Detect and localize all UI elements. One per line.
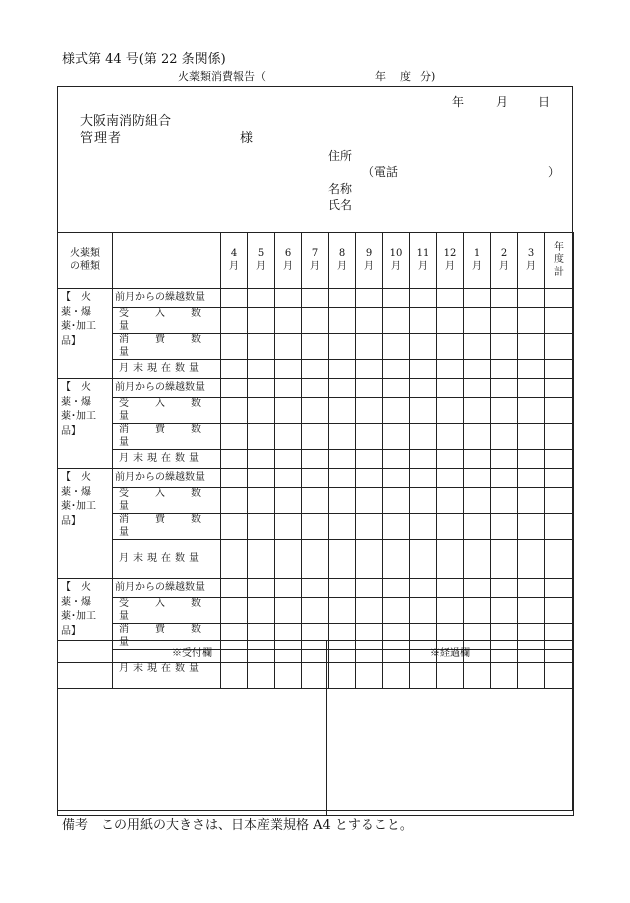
- month-header: [302, 233, 329, 289]
- date-year-label: 年: [452, 95, 465, 109]
- quantity-cell[interactable]: [221, 289, 248, 308]
- item-label: 消 費 数 量: [113, 624, 221, 650]
- month-header-part: 3: [527, 248, 535, 259]
- quantity-cell[interactable]: [383, 334, 410, 360]
- category-header-line: の種類: [70, 260, 100, 272]
- report-title: 火薬類消費報告（: [178, 70, 266, 83]
- quantity-cell[interactable]: [383, 488, 410, 514]
- quantity-cell[interactable]: [383, 308, 410, 334]
- report-title-nendo: 度: [400, 70, 411, 83]
- category-header: [58, 233, 113, 289]
- fiscal-total-part: 度: [554, 254, 564, 266]
- quantity-cell[interactable]: [410, 334, 437, 360]
- category-line: 【 火: [61, 582, 91, 593]
- quantity-cell[interactable]: [329, 598, 356, 624]
- quantity-cell[interactable]: [491, 598, 518, 624]
- quantity-cell[interactable]: [437, 379, 464, 398]
- item-label: 前月からの繰越数量: [113, 289, 221, 308]
- month-header: [329, 233, 356, 289]
- item-header: [113, 233, 221, 289]
- form-number: 様式第 44 号(第 22 条関係): [62, 52, 226, 67]
- quantity-cell[interactable]: [329, 334, 356, 360]
- category-cell: [58, 379, 113, 469]
- quantity-cell[interactable]: [491, 514, 518, 540]
- month-header-part: 11: [416, 248, 430, 259]
- category-line: 薬･加工: [61, 611, 96, 622]
- quantity-cell[interactable]: [248, 598, 275, 624]
- item-label: 受 入 数 量: [113, 488, 221, 514]
- month-header-part: 1: [473, 248, 481, 259]
- quantity-cell[interactable]: [545, 379, 574, 398]
- quantity-cell[interactable]: [437, 450, 464, 469]
- quantity-cell[interactable]: [329, 514, 356, 540]
- quantity-cell[interactable]: [518, 469, 545, 488]
- quantity-cell[interactable]: [275, 514, 302, 540]
- quantity-cell[interactable]: [464, 450, 491, 469]
- quantity-cell[interactable]: [302, 598, 329, 624]
- quantity-cell[interactable]: [302, 334, 329, 360]
- quantity-cell[interactable]: [518, 289, 545, 308]
- quantity-cell[interactable]: [410, 450, 437, 469]
- quantity-cell[interactable]: [464, 398, 491, 424]
- quantity-cell[interactable]: [545, 308, 574, 334]
- quantity-cell[interactable]: [545, 334, 574, 360]
- quantity-cell[interactable]: [275, 424, 302, 450]
- month-header-part: 月: [499, 260, 509, 272]
- quantity-cell[interactable]: [329, 379, 356, 398]
- quantity-cell[interactable]: [302, 424, 329, 450]
- quantity-cell[interactable]: [356, 424, 383, 450]
- quantity-cell[interactable]: [302, 379, 329, 398]
- quantity-cell[interactable]: [518, 514, 545, 540]
- month-header: [464, 233, 491, 289]
- quantity-cell[interactable]: [275, 540, 302, 579]
- quantity-cell[interactable]: [329, 540, 356, 579]
- quantity-cell[interactable]: [383, 598, 410, 624]
- quantity-cell[interactable]: [329, 360, 356, 379]
- quantity-cell[interactable]: [410, 379, 437, 398]
- quantity-cell[interactable]: [437, 360, 464, 379]
- quantity-cell[interactable]: [491, 450, 518, 469]
- reception-header: ※受付欄: [58, 641, 327, 663]
- month-header: [248, 233, 275, 289]
- category-cell: [58, 469, 113, 579]
- quantity-cell[interactable]: [221, 379, 248, 398]
- month-header-part: 月: [256, 260, 266, 272]
- category-line: 薬・爆: [61, 596, 91, 608]
- quantity-cell[interactable]: [491, 540, 518, 579]
- table-row: [58, 488, 574, 514]
- quantity-cell[interactable]: [464, 360, 491, 379]
- quantity-cell[interactable]: [329, 469, 356, 488]
- quantity-cell[interactable]: [491, 398, 518, 424]
- quantity-cell[interactable]: [464, 514, 491, 540]
- quantity-cell[interactable]: [491, 289, 518, 308]
- quantity-cell[interactable]: [248, 424, 275, 450]
- quantity-cell[interactable]: [545, 540, 574, 579]
- fiscal-total-part: 年: [554, 241, 564, 253]
- quantity-cell[interactable]: [356, 308, 383, 334]
- quantity-cell[interactable]: [410, 488, 437, 514]
- category-line: 品】: [61, 335, 81, 347]
- quantity-cell[interactable]: [275, 579, 302, 598]
- quantity-cell[interactable]: [275, 334, 302, 360]
- quantity-cell[interactable]: [356, 398, 383, 424]
- quantity-cell[interactable]: [464, 469, 491, 488]
- quantity-cell[interactable]: [329, 424, 356, 450]
- quantity-cell[interactable]: [329, 398, 356, 424]
- addressee: 大阪南消防組合: [80, 114, 172, 129]
- category-line: 薬･加工: [61, 501, 96, 512]
- remarks: 備考 この用紙の大きさは、日本産業規格 A4 とすること。: [62, 818, 413, 833]
- quantity-cell[interactable]: [329, 308, 356, 334]
- category-line: 【 火: [61, 292, 91, 303]
- quantity-cell[interactable]: [437, 308, 464, 334]
- quantity-cell[interactable]: [464, 289, 491, 308]
- quantity-cell[interactable]: [383, 424, 410, 450]
- office-use-table: [57, 640, 574, 816]
- item-label: 月末現在数量: [113, 540, 221, 579]
- report-title-year: 年: [375, 70, 386, 83]
- quantity-cell[interactable]: [491, 488, 518, 514]
- category-line: 薬・爆: [61, 486, 91, 498]
- quantity-cell[interactable]: [518, 334, 545, 360]
- quantity-cell[interactable]: [491, 424, 518, 450]
- category-line: 薬・爆: [61, 396, 91, 408]
- quantity-cell[interactable]: [302, 360, 329, 379]
- item-label: 消 費 数 量: [113, 514, 221, 540]
- quantity-cell[interactable]: [248, 308, 275, 334]
- quantity-cell[interactable]: [221, 469, 248, 488]
- quantity-cell[interactable]: [410, 398, 437, 424]
- quantity-cell[interactable]: [356, 579, 383, 598]
- quantity-cell[interactable]: [248, 514, 275, 540]
- quantity-cell[interactable]: [545, 360, 574, 379]
- category-header-line: 火薬類: [70, 248, 100, 259]
- quantity-cell[interactable]: [383, 469, 410, 488]
- honorific: 様: [240, 131, 254, 146]
- quantity-cell[interactable]: [518, 424, 545, 450]
- quantity-cell[interactable]: [248, 334, 275, 360]
- month-header-part: 6: [284, 248, 292, 259]
- month-header: [518, 233, 545, 289]
- item-label: 前月からの繰越数量: [113, 469, 221, 488]
- quantity-cell[interactable]: [248, 398, 275, 424]
- quantity-cell[interactable]: [545, 289, 574, 308]
- quantity-cell[interactable]: [410, 540, 437, 579]
- month-header-part: 10: [389, 248, 403, 259]
- month-header-part: 月: [337, 260, 347, 272]
- month-header: [437, 233, 464, 289]
- month-header-part: 4: [230, 248, 238, 259]
- item-label: 受 入 数 量: [113, 308, 221, 334]
- quantity-cell[interactable]: [302, 450, 329, 469]
- phone-label: （電話: [362, 165, 399, 179]
- month-header: [275, 233, 302, 289]
- quantity-cell[interactable]: [356, 360, 383, 379]
- quantity-cell[interactable]: [302, 469, 329, 488]
- month-header-part: 月: [391, 260, 401, 272]
- item-label: 前月からの繰越数量: [113, 379, 221, 398]
- quantity-cell[interactable]: [437, 598, 464, 624]
- quantity-cell[interactable]: [275, 289, 302, 308]
- quantity-cell[interactable]: [518, 579, 545, 598]
- quantity-cell[interactable]: [491, 469, 518, 488]
- quantity-cell[interactable]: [383, 360, 410, 379]
- quantity-cell[interactable]: [383, 450, 410, 469]
- quantity-cell[interactable]: [464, 379, 491, 398]
- quantity-cell[interactable]: [221, 540, 248, 579]
- item-label: 月末現在数量: [113, 360, 221, 379]
- quantity-cell[interactable]: [383, 514, 410, 540]
- quantity-cell[interactable]: [410, 308, 437, 334]
- item-label: 月末現在数量: [113, 650, 221, 689]
- quantity-cell[interactable]: [545, 488, 574, 514]
- quantity-cell[interactable]: [248, 360, 275, 379]
- category-line: 品】: [61, 625, 81, 637]
- quantity-cell[interactable]: [545, 514, 574, 540]
- quantity-cell[interactable]: [302, 540, 329, 579]
- quantity-cell[interactable]: [410, 514, 437, 540]
- quantity-cell[interactable]: [275, 469, 302, 488]
- month-header-part: 12: [443, 248, 457, 259]
- date-month-label: 月: [496, 95, 509, 109]
- progress-header: ※経過欄: [327, 641, 574, 663]
- consumption-table: [57, 232, 574, 689]
- quantity-cell[interactable]: [437, 540, 464, 579]
- month-header: [491, 233, 518, 289]
- quantity-cell[interactable]: [491, 334, 518, 360]
- quantity-cell[interactable]: [491, 360, 518, 379]
- quantity-cell[interactable]: [248, 379, 275, 398]
- quantity-cell[interactable]: [248, 469, 275, 488]
- quantity-cell[interactable]: [329, 289, 356, 308]
- quantity-cell[interactable]: [518, 398, 545, 424]
- quantity-cell[interactable]: [302, 488, 329, 514]
- quantity-cell[interactable]: [383, 379, 410, 398]
- quantity-cell[interactable]: [437, 289, 464, 308]
- quantity-cell[interactable]: [437, 514, 464, 540]
- table-row: [58, 514, 574, 540]
- month-header-part: 9: [365, 248, 373, 259]
- quantity-cell[interactable]: [302, 514, 329, 540]
- quantity-cell[interactable]: [248, 289, 275, 308]
- quantity-cell[interactable]: [356, 289, 383, 308]
- quantity-cell[interactable]: [356, 379, 383, 398]
- quantity-cell[interactable]: [437, 424, 464, 450]
- month-header: [221, 233, 248, 289]
- category-line: 品】: [61, 425, 81, 437]
- fiscal-total-part: 計: [554, 266, 564, 278]
- quantity-cell[interactable]: [464, 424, 491, 450]
- quantity-cell[interactable]: [302, 308, 329, 334]
- table-row: [58, 289, 574, 308]
- quantity-cell[interactable]: [356, 469, 383, 488]
- table-row: [58, 450, 574, 469]
- quantity-cell[interactable]: [545, 398, 574, 424]
- quantity-cell[interactable]: [491, 308, 518, 334]
- quantity-cell[interactable]: [356, 540, 383, 579]
- quantity-cell[interactable]: [221, 579, 248, 598]
- quantity-cell[interactable]: [221, 360, 248, 379]
- month-header-part: 月: [418, 260, 428, 272]
- table-row: [58, 360, 574, 379]
- report-title-bun: 分): [420, 70, 436, 83]
- quantity-cell[interactable]: [545, 579, 574, 598]
- month-header-part: 2: [500, 248, 508, 259]
- reception-field[interactable]: [58, 663, 327, 816]
- category-cell: [58, 289, 113, 379]
- item-label: 受 入 数 量: [113, 598, 221, 624]
- quantity-cell[interactable]: [275, 598, 302, 624]
- quantity-cell[interactable]: [410, 598, 437, 624]
- quantity-cell[interactable]: [545, 469, 574, 488]
- quantity-cell[interactable]: [356, 598, 383, 624]
- quantity-cell[interactable]: [464, 598, 491, 624]
- category-line: 品】: [61, 515, 81, 527]
- quantity-cell[interactable]: [410, 289, 437, 308]
- manager-title: 管理者: [80, 131, 123, 146]
- quantity-cell[interactable]: [518, 540, 545, 579]
- address-label: 住所: [328, 149, 353, 163]
- quantity-cell[interactable]: [275, 450, 302, 469]
- item-label: 月末現在数量: [113, 450, 221, 469]
- quantity-cell[interactable]: [410, 579, 437, 598]
- quantity-cell[interactable]: [437, 579, 464, 598]
- quantity-cell[interactable]: [518, 308, 545, 334]
- quantity-cell[interactable]: [437, 469, 464, 488]
- quantity-cell[interactable]: [518, 598, 545, 624]
- quantity-cell[interactable]: [275, 488, 302, 514]
- quantity-cell[interactable]: [356, 488, 383, 514]
- category-line: 【 火: [61, 382, 91, 393]
- table-row: [58, 579, 574, 598]
- month-header: [356, 233, 383, 289]
- quantity-cell[interactable]: [275, 398, 302, 424]
- quantity-cell[interactable]: [464, 308, 491, 334]
- table-row: [58, 398, 574, 424]
- quantity-cell[interactable]: [248, 488, 275, 514]
- quantity-cell[interactable]: [464, 488, 491, 514]
- name-label: 名称: [328, 182, 353, 196]
- quantity-cell[interactable]: [329, 579, 356, 598]
- month-header-part: 月: [472, 260, 482, 272]
- quantity-cell[interactable]: [302, 289, 329, 308]
- quantity-cell[interactable]: [437, 334, 464, 360]
- quantity-cell[interactable]: [383, 540, 410, 579]
- quantity-cell[interactable]: [356, 334, 383, 360]
- quantity-cell[interactable]: [545, 598, 574, 624]
- progress-field[interactable]: [327, 663, 574, 816]
- item-label: 消 費 数 量: [113, 424, 221, 450]
- month-header-part: 月: [310, 260, 320, 272]
- table-row: [58, 424, 574, 450]
- quantity-cell[interactable]: [518, 450, 545, 469]
- quantity-cell[interactable]: [464, 334, 491, 360]
- category-line: 【 火: [61, 472, 91, 483]
- category-line: 薬･加工: [61, 321, 96, 332]
- quantity-cell[interactable]: [383, 398, 410, 424]
- month-header-part: 月: [364, 260, 374, 272]
- quantity-cell[interactable]: [248, 579, 275, 598]
- quantity-cell[interactable]: [329, 488, 356, 514]
- quantity-cell[interactable]: [248, 540, 275, 579]
- quantity-cell[interactable]: [302, 398, 329, 424]
- quantity-cell[interactable]: [518, 379, 545, 398]
- quantity-cell[interactable]: [383, 289, 410, 308]
- item-label: 消 費 数 量: [113, 334, 221, 360]
- fullname-label: 氏名: [328, 198, 353, 212]
- table-row: [58, 379, 574, 398]
- category-line: 薬･加工: [61, 411, 96, 422]
- quantity-cell[interactable]: [356, 514, 383, 540]
- item-label: 受 入 数 量: [113, 398, 221, 424]
- table-row: [58, 598, 574, 624]
- quantity-cell[interactable]: [356, 450, 383, 469]
- phone-close: ）: [548, 165, 561, 179]
- quantity-cell[interactable]: [410, 360, 437, 379]
- quantity-cell[interactable]: [302, 579, 329, 598]
- quantity-cell[interactable]: [437, 398, 464, 424]
- table-row: [58, 334, 574, 360]
- table-row: [58, 540, 574, 579]
- quantity-cell[interactable]: [383, 579, 410, 598]
- month-header-part: 月: [445, 260, 455, 272]
- quantity-cell[interactable]: [275, 308, 302, 334]
- table-row: [58, 308, 574, 334]
- category-line: 薬・爆: [61, 306, 91, 318]
- quantity-cell[interactable]: [545, 424, 574, 450]
- quantity-cell[interactable]: [410, 424, 437, 450]
- month-header-part: 月: [526, 260, 536, 272]
- month-header-part: 5: [257, 248, 265, 259]
- quantity-cell[interactable]: [491, 579, 518, 598]
- quantity-cell[interactable]: [518, 488, 545, 514]
- quantity-cell[interactable]: [410, 469, 437, 488]
- month-header-part: 月: [229, 260, 239, 272]
- table-row: [58, 469, 574, 488]
- quantity-cell[interactable]: [248, 450, 275, 469]
- quantity-cell[interactable]: [464, 579, 491, 598]
- month-header-part: 8: [338, 248, 346, 259]
- quantity-cell[interactable]: [464, 540, 491, 579]
- fiscal-total-header: [545, 233, 574, 289]
- date-day-label: 日: [538, 95, 551, 109]
- month-header-part: 月: [283, 260, 293, 272]
- quantity-cell[interactable]: [275, 360, 302, 379]
- quantity-cell[interactable]: [545, 450, 574, 469]
- quantity-cell[interactable]: [275, 379, 302, 398]
- month-header: [410, 233, 437, 289]
- month-header-part: 7: [311, 248, 319, 259]
- month-header: [383, 233, 410, 289]
- quantity-cell[interactable]: [491, 379, 518, 398]
- quantity-cell[interactable]: [329, 450, 356, 469]
- quantity-cell[interactable]: [518, 360, 545, 379]
- item-label: 前月からの繰越数量: [113, 579, 221, 598]
- quantity-cell[interactable]: [437, 488, 464, 514]
- quantity-cell[interactable]: [221, 450, 248, 469]
